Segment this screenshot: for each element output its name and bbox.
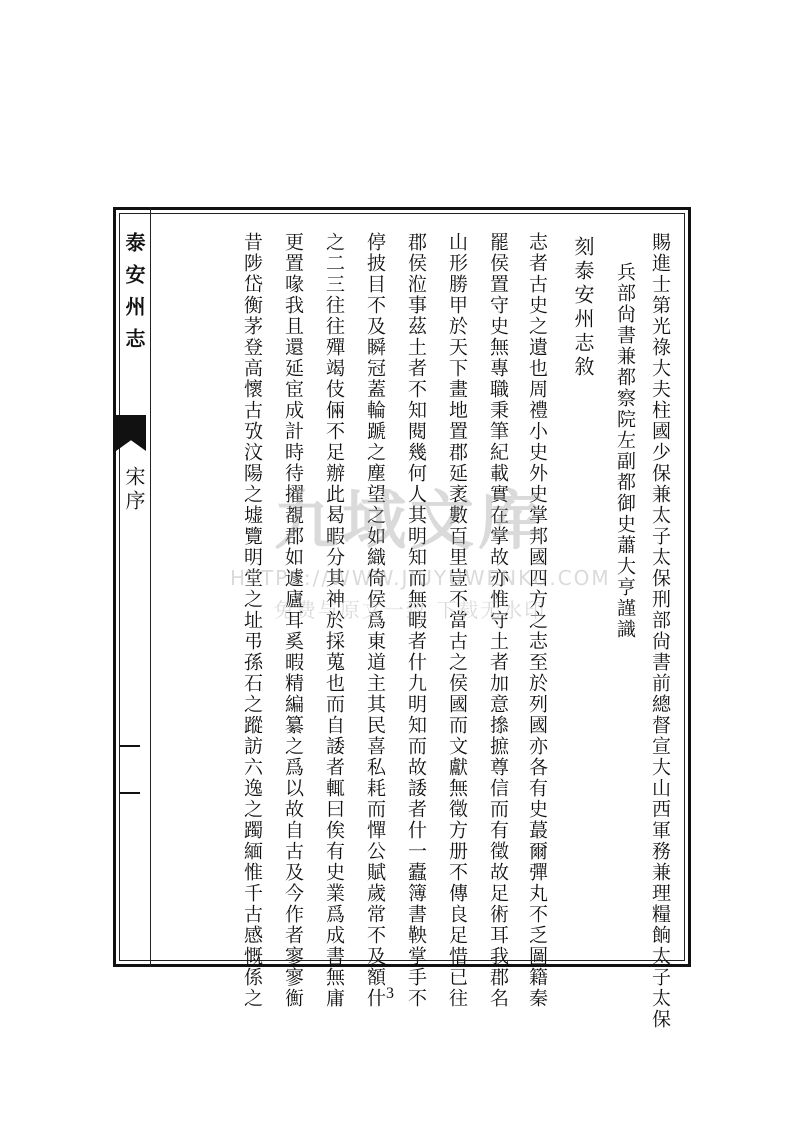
watermark-url: HTTPS://WWW.JIUYUWENKU.COM (230, 566, 611, 590)
text-column-6: 山形勝甲於天下畫地置郡延袤數百里豈不當古之侯國而文獻無徵方册不傳良足惜已往 (446, 232, 468, 1009)
watermark-slogan: 免费与原文一致 下载无水印 (273, 598, 547, 622)
folio-dash-1 (120, 745, 140, 747)
text-column-4: 志者古史之遺也周禮小史外史掌邦國四方之志至於列國亦各有史蕞爾彈丸不乏圖籍秦 (526, 232, 548, 1009)
spine-book-title: 泰安州志 (122, 232, 146, 360)
text-column-5: 罷侯置守史無專職秉筆紀載實在掌故亦惟守土者加意撡摭尊信而有徵故足術耳我郡名 (487, 232, 509, 1009)
folio-dash-2 (120, 792, 140, 794)
page-border-inner (119, 213, 685, 961)
text-column-8: 停披目不及瞬冠蓋輪蹏之塵望之如織倚侯爲東道主其民喜私耗而憚公賦歲常不及額什 (364, 232, 386, 1009)
text-column-1: 賜進士第光祿大夫柱國少保兼太子太保刑部尙書前總督宣大山西軍務兼理糧餉太子太保 (649, 232, 671, 1030)
page-number: 3 (386, 985, 394, 1002)
spine-section-label: 宋序 (122, 466, 146, 514)
text-column-7: 郡侯涖事茲土者不知閱幾何人其明知而無暇者什九明知而故諉者什一蠹簿書鞅掌手不 (405, 232, 427, 1009)
text-column-11: 昔陟岱衡茅登高懷古攷汶陽之墟覽明堂之址弔孫石之蹤訪六逸之躅緬惟千古感慨係之 (241, 232, 263, 1009)
text-column-9: 之二三往往殫竭伎倆不足辦此曷暇分其神於採蒐也而自諉者輒曰俟有史業爲成書無庸 (323, 232, 345, 1009)
text-column-2: 兵部尙書兼都察院左副都御史蕭大亨謹識 (614, 262, 636, 640)
text-column-10: 更置喙我且還延宦成計時待擢覩郡如遽廬耳奚暇精編纂之爲以故自古及今作者寥寥𢖍 (282, 232, 304, 1009)
watermark-title: 九域文库 (274, 485, 546, 559)
preface-title: 刻泰安州志敘 (571, 236, 595, 380)
